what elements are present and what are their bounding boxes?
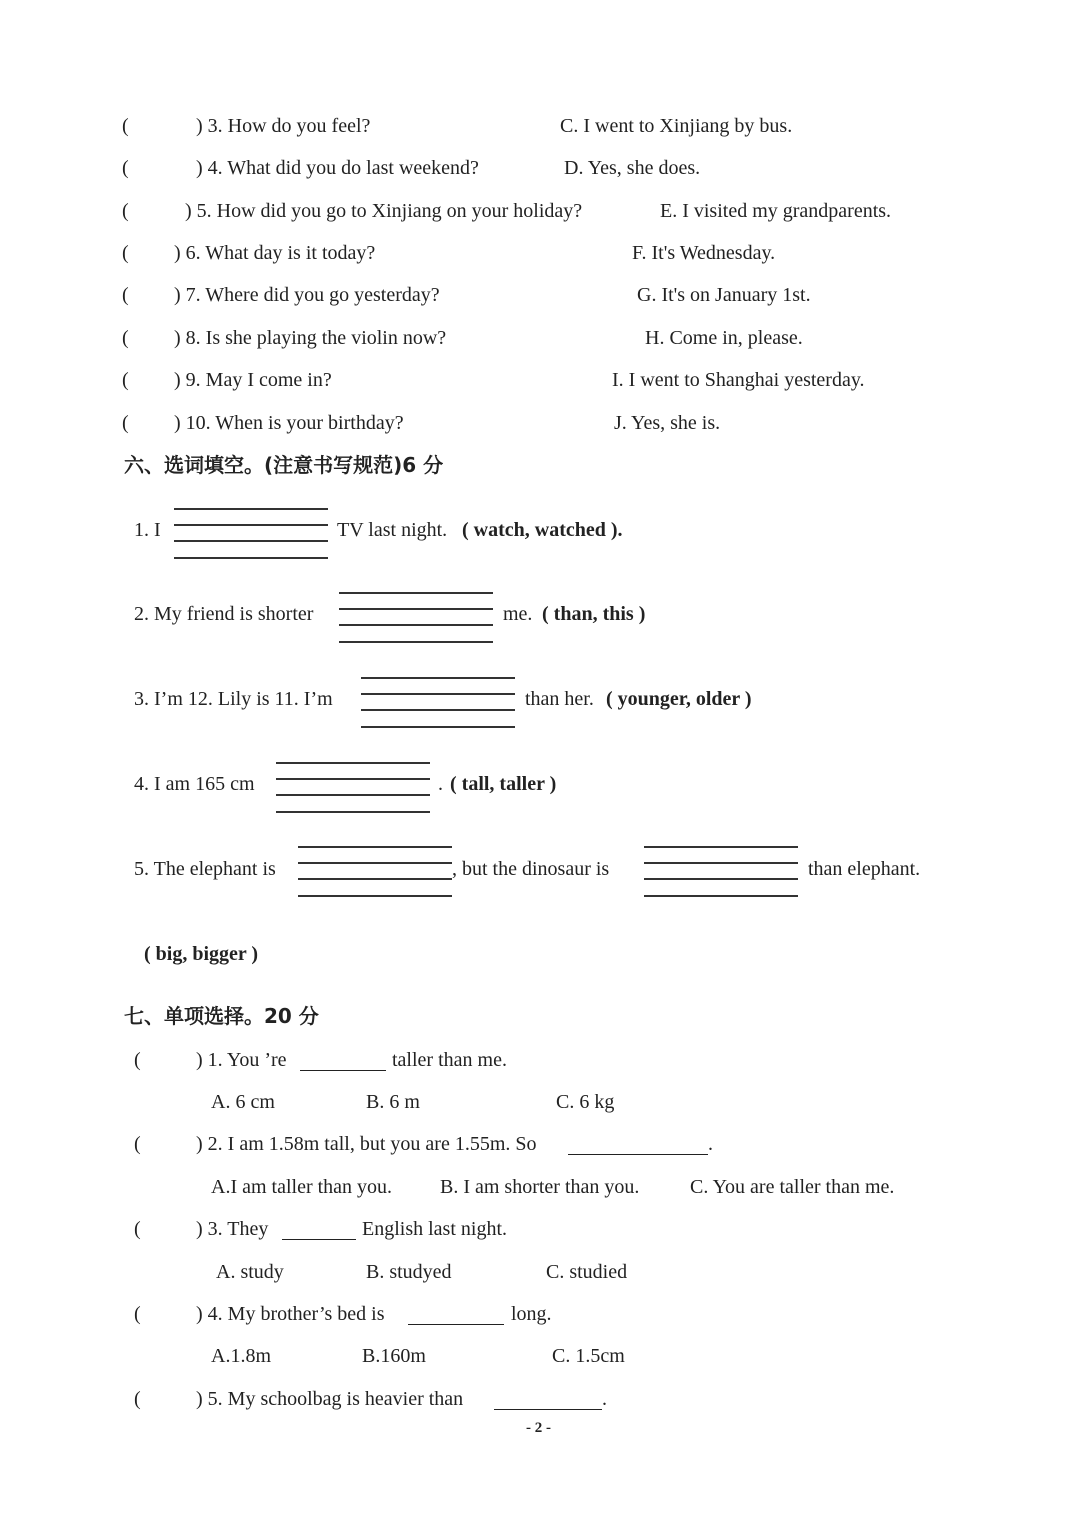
answer-paren: ( bbox=[134, 1388, 141, 1410]
writing-line[interactable] bbox=[339, 624, 493, 626]
answer-paren: ( bbox=[122, 200, 129, 222]
matching-answer: I. I went to Shanghai yesterday. bbox=[612, 369, 865, 391]
option-a: A. study bbox=[216, 1261, 284, 1283]
fill-prefix: 2. My friend is shorter bbox=[134, 603, 314, 625]
writing-line bbox=[276, 762, 430, 764]
writing-line bbox=[339, 608, 493, 610]
question-text-end: . bbox=[708, 1133, 713, 1155]
answer-blank[interactable] bbox=[282, 1239, 356, 1240]
answer-paren: ( bbox=[134, 1049, 141, 1071]
question-text-end: English last night. bbox=[362, 1218, 507, 1240]
fill-prefix: 4. I am 165 cm bbox=[134, 773, 255, 795]
writing-line[interactable] bbox=[361, 709, 515, 711]
fill-suffix: than elephant. bbox=[808, 858, 921, 880]
writing-line bbox=[174, 557, 328, 559]
writing-line bbox=[644, 846, 798, 848]
option-a: A. 6 cm bbox=[211, 1091, 275, 1113]
writing-line bbox=[276, 778, 430, 780]
fill-options: ( watch, watched ). bbox=[462, 519, 623, 541]
fill-suffix: . bbox=[438, 773, 443, 795]
answer-paren: ( bbox=[122, 115, 129, 137]
answer-blank[interactable] bbox=[568, 1154, 708, 1155]
matching-question: ) 5. How did you go to Xinjiang on your holiday? bbox=[185, 200, 583, 222]
answer-paren: ( bbox=[122, 157, 129, 179]
answer-paren: ( bbox=[122, 412, 129, 434]
matching-answer: J. Yes, she is. bbox=[614, 412, 721, 434]
question-text-end: . bbox=[602, 1388, 607, 1410]
matching-question: ) 4. What did you do last weekend? bbox=[196, 157, 479, 179]
writing-line[interactable] bbox=[644, 878, 798, 880]
option-c: C. You are taller than me. bbox=[690, 1176, 895, 1198]
matching-answer: C. I went to Xinjiang by bus. bbox=[560, 115, 793, 137]
writing-line bbox=[361, 677, 515, 679]
writing-line bbox=[361, 693, 515, 695]
writing-line bbox=[339, 641, 493, 643]
option-b: B. 6 m bbox=[366, 1091, 420, 1113]
question-text: ) 3. They bbox=[196, 1218, 269, 1240]
matching-question: ) 9. May I come in? bbox=[174, 369, 332, 391]
question-text: ) 2. I am 1.58m tall, but you are 1.55m. So bbox=[196, 1133, 537, 1155]
writing-line[interactable] bbox=[276, 794, 430, 796]
answer-blank[interactable] bbox=[494, 1409, 602, 1410]
fill-suffix: TV last night. bbox=[337, 519, 448, 541]
writing-line bbox=[644, 895, 798, 897]
option-b: B.160m bbox=[362, 1345, 426, 1367]
fill-prefix: 1. I bbox=[134, 519, 161, 541]
page-number: - 2 - bbox=[526, 1420, 551, 1436]
writing-line bbox=[276, 811, 430, 813]
fill-suffix: than her. bbox=[525, 688, 594, 710]
matching-answer: G. It's on January 1st. bbox=[637, 284, 811, 306]
answer-paren: ( bbox=[134, 1303, 141, 1325]
option-a: A.1.8m bbox=[211, 1345, 271, 1367]
answer-blank[interactable] bbox=[408, 1324, 504, 1325]
answer-paren: ( bbox=[122, 284, 129, 306]
option-c: C. 1.5cm bbox=[552, 1345, 625, 1367]
writing-line[interactable] bbox=[174, 540, 328, 542]
matching-question: ) 6. What day is it today? bbox=[174, 242, 376, 264]
fill-options: ( than, this ) bbox=[542, 603, 646, 625]
fill-options: ( big, bigger ) bbox=[144, 943, 259, 965]
fill-options: ( tall, taller ) bbox=[450, 773, 557, 795]
matching-question: ) 10. When is your birthday? bbox=[174, 412, 404, 434]
answer-paren: ( bbox=[122, 242, 129, 264]
option-a: A.I am taller than you. bbox=[211, 1176, 393, 1198]
option-c: C. studied bbox=[546, 1261, 628, 1283]
writing-line bbox=[298, 895, 452, 897]
fill-options: ( younger, older ) bbox=[606, 688, 752, 710]
answer-paren: ( bbox=[134, 1133, 141, 1155]
matching-question: ) 3. How do you feel? bbox=[196, 115, 371, 137]
writing-line bbox=[361, 726, 515, 728]
question-text: ) 1. You ’re bbox=[196, 1049, 287, 1071]
answer-paren: ( bbox=[134, 1218, 141, 1240]
writing-line bbox=[339, 592, 493, 594]
section-6-title: 六、选词填空。(注意书写规范)6 分 bbox=[124, 453, 444, 477]
question-text-end: long. bbox=[511, 1303, 552, 1325]
option-b: B. studyed bbox=[366, 1261, 452, 1283]
answer-paren: ( bbox=[122, 327, 129, 349]
option-b: B. I am shorter than you. bbox=[440, 1176, 640, 1198]
writing-line[interactable] bbox=[298, 878, 452, 880]
writing-line bbox=[644, 862, 798, 864]
section-7-title: 七、单项选择。20 分 bbox=[124, 1004, 319, 1028]
fill-prefix: 5. The elephant is bbox=[134, 858, 276, 880]
writing-line bbox=[174, 524, 328, 526]
answer-paren: ( bbox=[122, 369, 129, 391]
question-text: ) 4. My brother’s bed is bbox=[196, 1303, 385, 1325]
writing-line bbox=[298, 862, 452, 864]
fill-middle: , but the dinosaur is bbox=[452, 858, 610, 880]
matching-question: ) 7. Where did you go yesterday? bbox=[174, 284, 440, 306]
writing-line bbox=[298, 846, 452, 848]
fill-prefix: 3. I’m 12. Lily is 11. I’m bbox=[134, 688, 333, 710]
matching-question: ) 8. Is she playing the violin now? bbox=[174, 327, 447, 349]
matching-answer: E. I visited my grandparents. bbox=[660, 200, 892, 222]
option-c: C. 6 kg bbox=[556, 1091, 615, 1113]
writing-line bbox=[174, 508, 328, 510]
matching-answer: F. It's Wednesday. bbox=[632, 242, 776, 264]
fill-suffix: me. bbox=[503, 603, 533, 625]
question-text: ) 5. My schoolbag is heavier than bbox=[196, 1388, 464, 1410]
matching-answer: H. Come in, please. bbox=[645, 327, 803, 349]
answer-blank[interactable] bbox=[300, 1070, 386, 1071]
matching-answer: D. Yes, she does. bbox=[564, 157, 701, 179]
question-text-end: taller than me. bbox=[392, 1049, 507, 1071]
